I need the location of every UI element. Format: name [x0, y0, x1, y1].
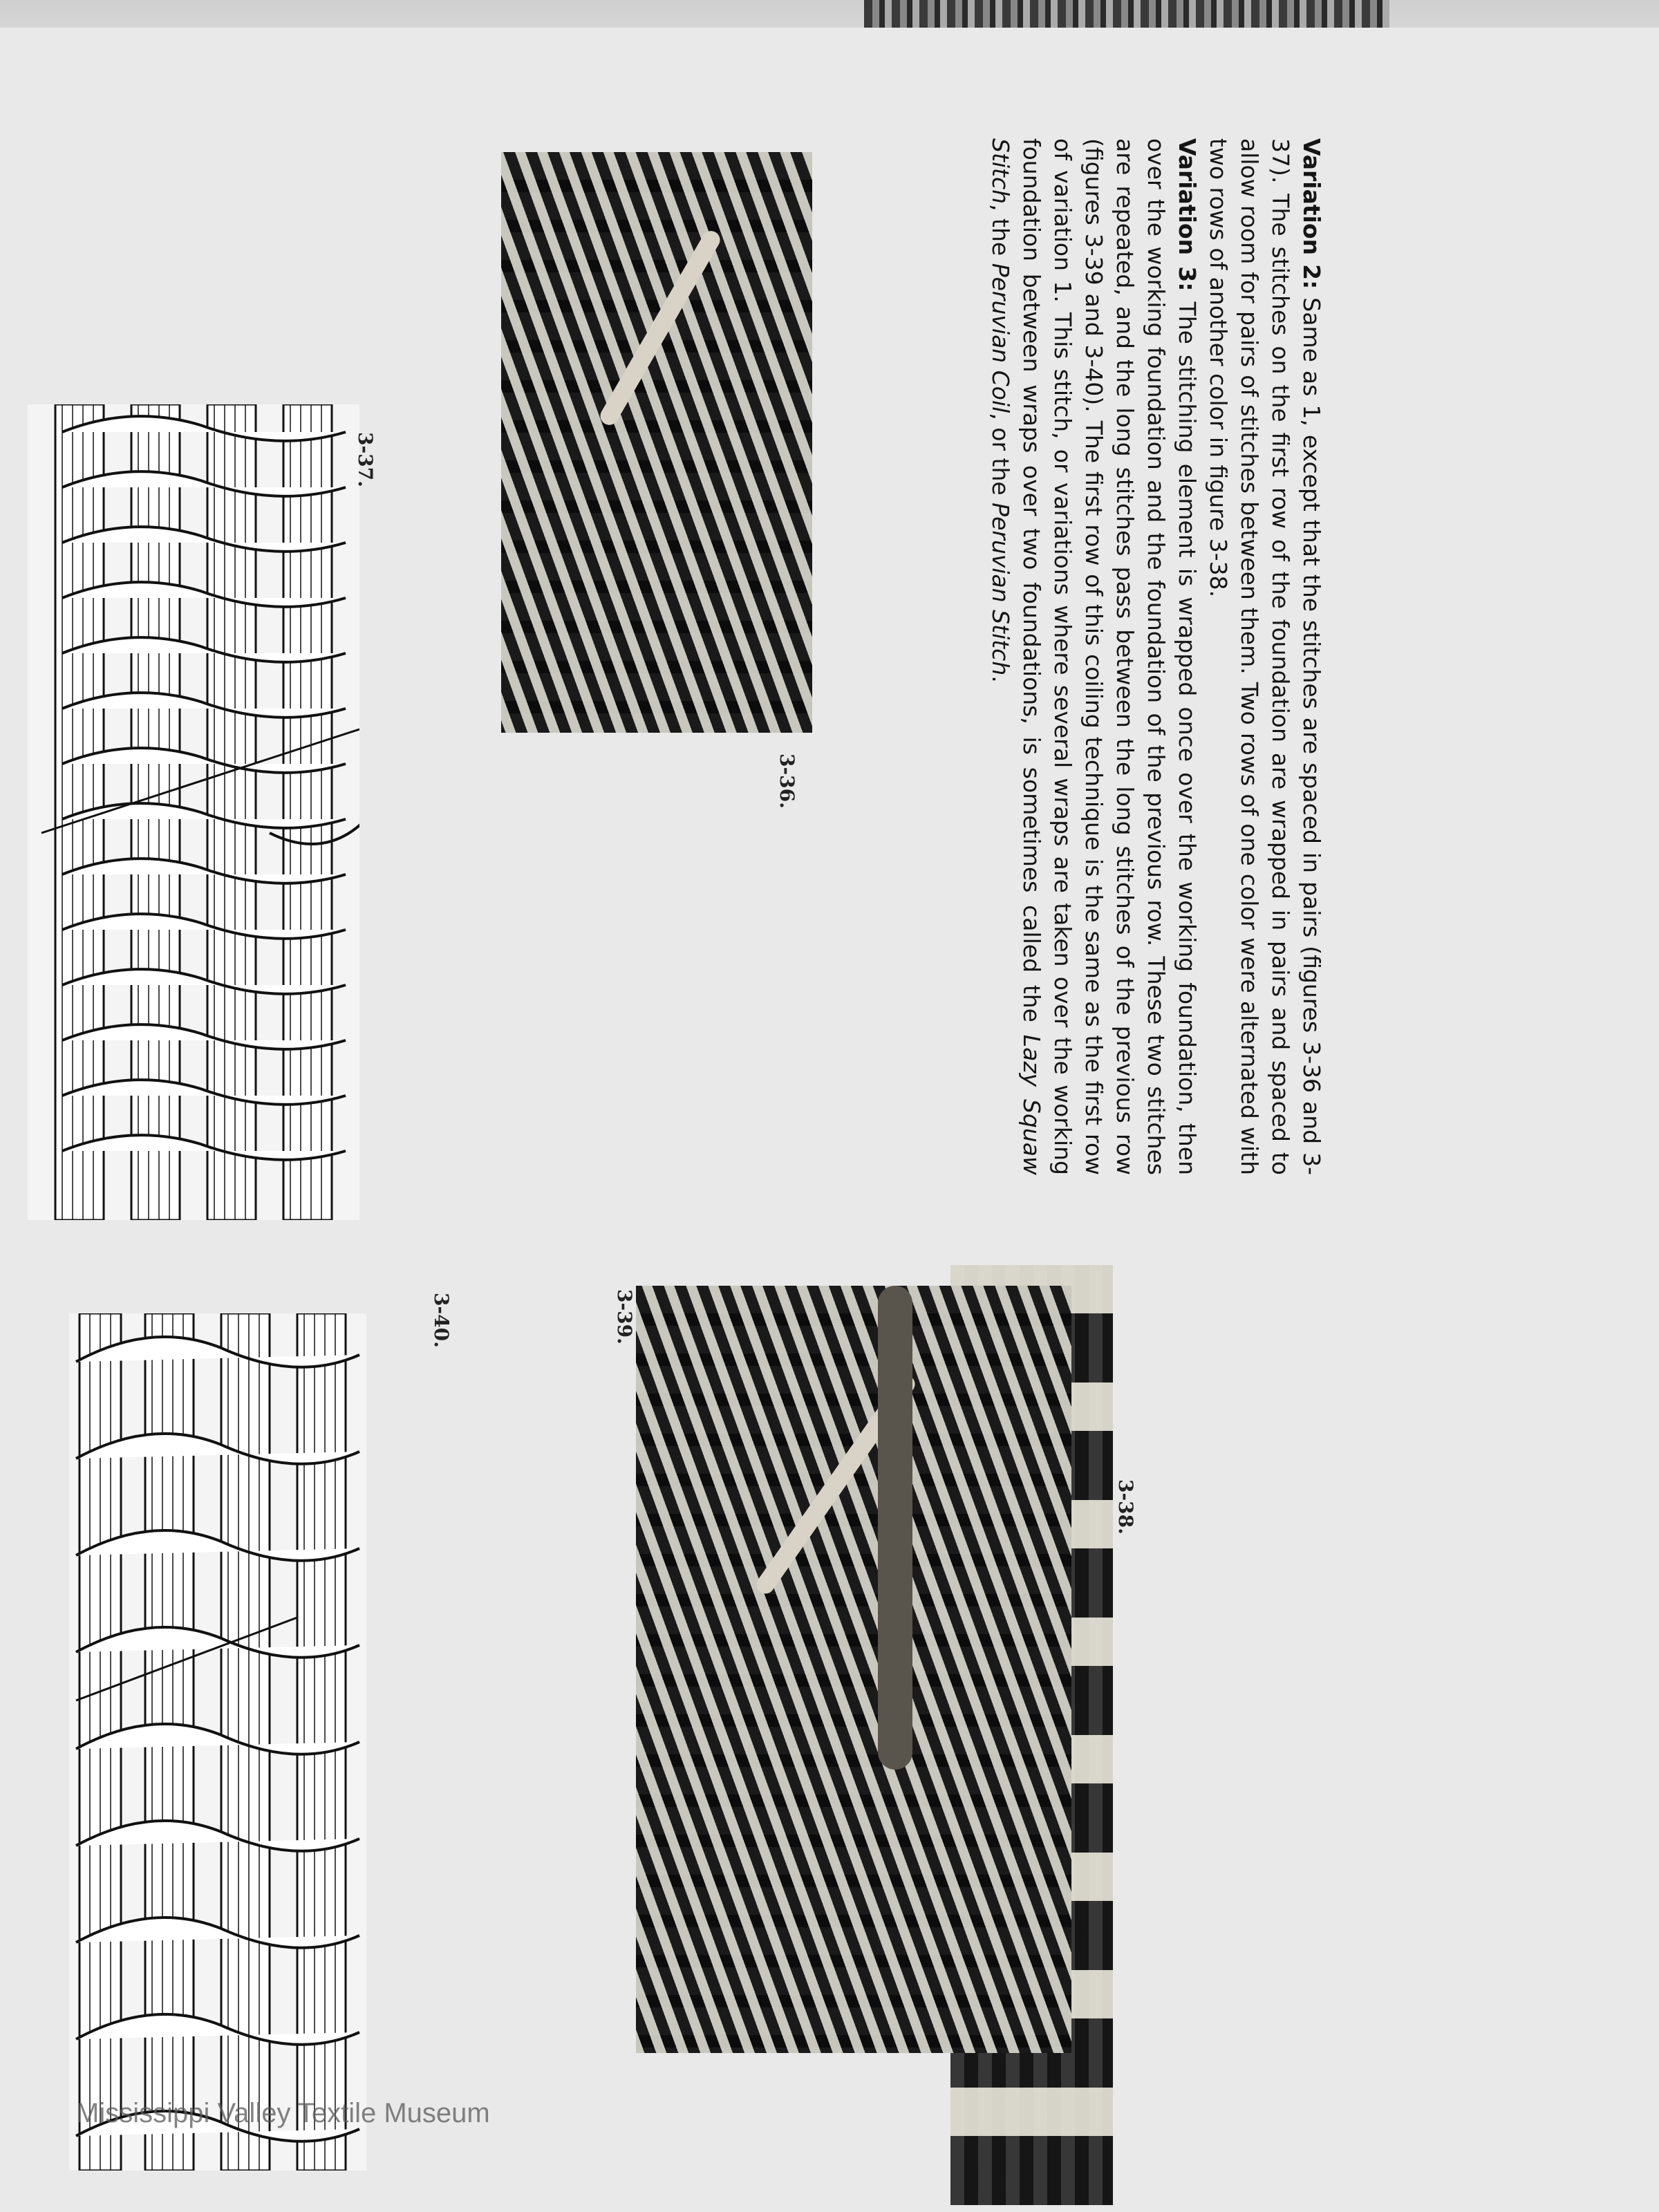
peruvian-stitch: Peruvian Stitch — [987, 503, 1014, 676]
photo-3-36 — [501, 152, 812, 733]
variation-3-paragraph — [985, 138, 1203, 1175]
caption-3-38: 3-38. — [1114, 1479, 1137, 1535]
variation-2-text: Same as 1, except that the stitches are spaced in pairs (figures 3-36 and 3-37). The stitches on the first row of the foundation are wrapped in pairs and spaced to allow room for pairs of stitches between them. Two rows of one color were alternated with two rows of another color in figure 3-38. — [1205, 138, 1325, 1175]
variation-3-label: Variation 3: — [1174, 138, 1201, 292]
diagram-3-40 — [69, 1313, 366, 2171]
variation-2-label: Variation 2: — [1298, 138, 1325, 290]
peruvian-coil: Peruvian Coil — [987, 263, 1014, 413]
end-period: . — [987, 675, 1014, 683]
variation-2-paragraph — [1203, 138, 1327, 1175]
book-page — [0, 28, 1659, 2212]
body-text — [985, 138, 1327, 1175]
variation-3-text: The stitching element is wrapped once over the working foundation, then over the working foundation and the foundation of the previous row. These two stitches are repeated, and the long stitches pass between the long stitches of the previous row (figures 3-39 and 3-40). The first row of this coiling technique is the same as the first row of variation 1. This stitch, or variations where several wraps are taken over the working foundation between wraps over two foundations, is sometimes called the — [1018, 138, 1201, 1175]
watermark: Mississippi Valley Textile Museum — [76, 2098, 490, 2128]
caption-3-40: 3-40. — [430, 1293, 453, 1348]
lazy-squaw-stitch: Lazy Squaw Stitch — [987, 138, 1045, 1175]
sep-2: , or the — [987, 413, 1014, 503]
caption-3-37: 3-37. — [354, 432, 377, 487]
diagram-3-37 — [28, 404, 359, 1220]
sep-1: , the — [987, 204, 1014, 263]
caption-3-36: 3-36. — [776, 753, 798, 809]
rotated-page-content — [0, 28, 1659, 2212]
caption-3-39: 3-39. — [613, 1289, 636, 1344]
photo-3-39 — [636, 1286, 1071, 2053]
photo-core-bundle — [878, 1286, 912, 1770]
